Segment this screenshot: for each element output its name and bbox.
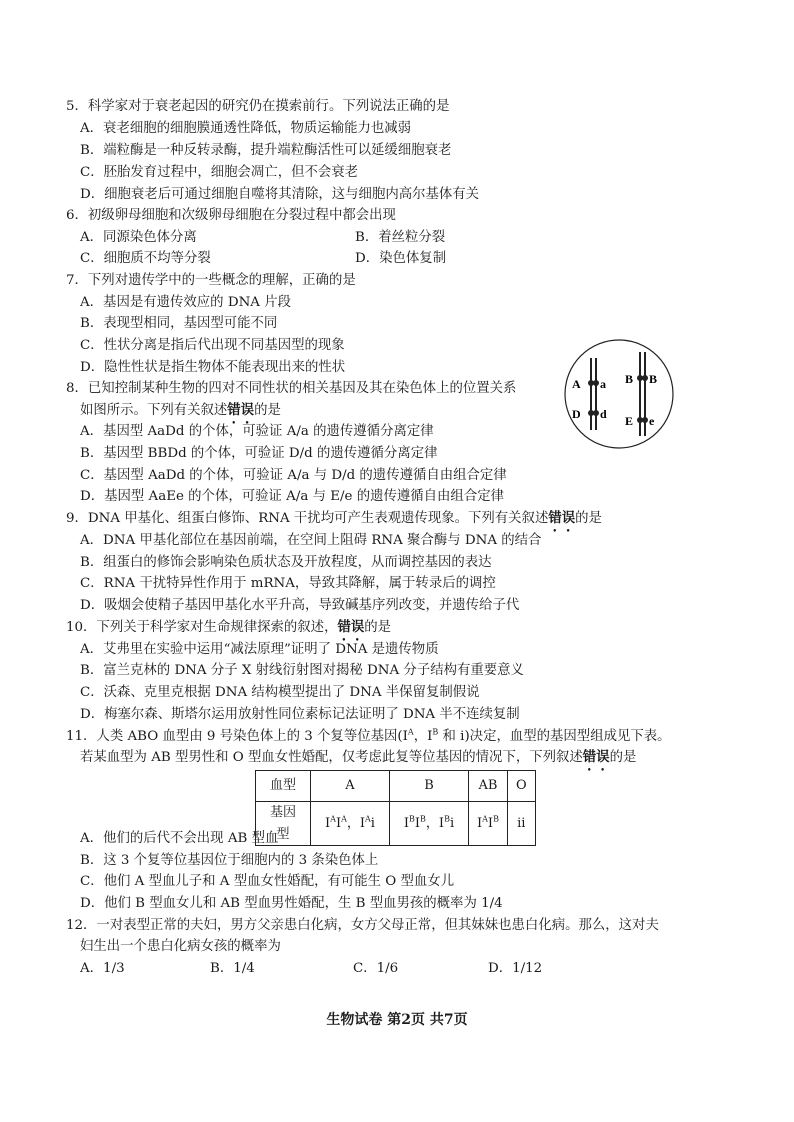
q11-option-c: C．他们 A 型血儿子和 A 型血女性婚配，有可能生 O 型血女儿	[80, 874, 455, 889]
q9-option-b: B．组蛋白的修饰会影响染色质状态及开放程度，从而调控基因的表达	[80, 555, 492, 570]
q12-stem-line2: 妇生出一个患白化病女孩的概率为	[80, 939, 281, 954]
q10-stem: 10．下列关于科学家对生命规律探索的叙述，错误的是	[66, 619, 392, 635]
q7-stem: 7．下列对遗传学中的一些概念的理解，正确的是	[66, 273, 356, 288]
table-header-cell: B	[390, 771, 469, 802]
diagram-label-D: D	[572, 407, 581, 421]
table-header-row	[256, 771, 536, 802]
q7-option-d: D．隐性性状是指生物体不能表现出来的性状	[80, 360, 346, 375]
q12-stem-line1: 12．一对表型正常的夫妇，男方父亲患白化病，女方父母正常，但其妹妹也患白化病。那么，这对夫	[66, 918, 659, 933]
q10-option-c: C．沃森、克里克根据 DNA 结构模型提出了 DNA 半保留复制假说	[80, 685, 480, 700]
q5-option-d: D．细胞衰老后可通过细胞自噬将其清除，这与细胞内高尔基体有关	[80, 187, 480, 202]
q12-option-c: C．1/6	[353, 961, 399, 976]
diagram-label-d: d	[600, 407, 607, 421]
q6-stem: 6．初级卵母细胞和次级卵母细胞在分裂过程中都会出现	[66, 208, 396, 223]
table-header-cell: A	[311, 771, 390, 802]
q9-stem: 9．DNA 甲基化、组蛋白修饰、RNA 干扰均可产生表观遗传现象。下列有关叙述错误的是	[66, 510, 602, 526]
q8-option-b: B．基因型 BBDd 的个体，可验证 D/d 的遗传遵循分离定律	[80, 446, 438, 461]
table-cell-genotype-a: $I^AI^A$，$I^Ai$	[311, 802, 390, 846]
table-cell-genotype-o: ii	[507, 802, 535, 846]
q8-stem-line2: 如图所示。下列有关叙述错误的是	[80, 402, 281, 418]
q6-option-c: C．细胞质不均等分裂	[80, 251, 211, 266]
q9-option-c: C．RNA 干扰特异性作用于 mRNA，导致其降解，属于转录后的调控	[80, 576, 496, 591]
table-header-cell: 血型	[256, 771, 311, 802]
chromosome-diagram	[563, 338, 675, 450]
q7-option-a: A．基因是有遗传效应的 DNA 片段	[80, 295, 291, 310]
q12-option-a: A．1/3	[80, 961, 125, 976]
q8-option-d: D．基因型 AaEe 的个体，可验证 A/a 与 E/e 的遗传遵循自由组合定律	[80, 489, 504, 504]
q8-stem-line1: 8．已知控制某种生物的四对不同性状的相关基因及其在染色体上的位置关系	[66, 381, 517, 396]
q6-option-b: B．着丝粒分裂	[355, 230, 446, 245]
q9-option-a: A．DNA 甲基化部位在基因前端，在空间上阻碍 RNA 聚合酶与 DNA 的结合	[80, 533, 542, 548]
diagram-label-A: A	[572, 377, 581, 391]
q12-option-b: B．1/4	[210, 961, 255, 976]
q11-stem-line2: 若某血型为 AB 型男性和 O 型血女性婚配，仅考虑此复等位基因的情况下，下列叙述错误的是	[80, 749, 637, 765]
q12-option-d: D．1/12	[488, 961, 543, 976]
q7-option-b: B．表现型相同，基因型可能不同	[80, 316, 278, 331]
page-footer: 生物试卷 第2页 共7页	[326, 1012, 468, 1028]
q9-option-d: D．吸烟会使精子基因甲基化水平升高，导致碱基序列改变，并遗传给子代	[80, 598, 520, 613]
q10-option-d: D．梅塞尔森、斯塔尔运用放射性同位素标记法证明了 DNA 半不连续复制	[80, 707, 520, 722]
table-header-cell: AB	[469, 771, 508, 802]
q6-option-d: D．染色体复制	[355, 251, 447, 266]
q8-option-a: A．基因型 AaDd 的个体，可验证 A/a 的遗传遵循分离定律	[80, 424, 434, 439]
q11-option-d: D．他们 B 型血女儿和 AB 型血男性婚配，生 B 型血男孩的概率为 1/4	[80, 896, 503, 911]
q10-option-b: B．富兰克林的 DNA 分子 X 射线衍射图对揭秘 DNA 分子结构有重要意义	[80, 663, 524, 678]
q5-option-c: C．胚胎发育过程中，细胞会凋亡，但不会衰老	[80, 165, 359, 180]
q5-stem: 5．科学家对于衰老起因的研究仍在摸索前行。下列说法正确的是	[66, 99, 450, 114]
diagram-label-e: e	[649, 414, 655, 428]
q7-option-c: C．性状分离是指后代出现不同基因型的现象	[80, 338, 345, 353]
diagram-label-B2: B	[649, 372, 658, 386]
blood-type-table	[255, 770, 536, 846]
q5-option-a: A．衰老细胞的细胞膜通透性降低，物质运输能力也减弱	[80, 121, 412, 136]
q8-option-c: C．基因型 AaDd 的个体，可验证 A/a 与 D/d 的遗传遵循自由组合定律	[80, 468, 507, 483]
q10-option-a: A．艾弗里在实验中运用“减法原理”证明了 DNA 是遗传物质	[80, 642, 439, 657]
table-cell-genotype-b: $I^BI^B$，$I^Bi$	[390, 802, 469, 846]
q11-option-a: A．他们的后代不会出现 AB 型血	[80, 831, 279, 846]
q6-option-a: A．同源染色体分离	[80, 230, 197, 245]
diagram-label-E: E	[625, 414, 634, 428]
diagram-label-B1: B	[625, 372, 634, 386]
q11-stem-line1: 11．人类 ABO 血型由 9 号染色体上的 3 个复等位基因($I^A$，$I^B$ 和 i)决定，血型的基因型组成见下表。	[66, 727, 671, 744]
diagram-label-a: a	[600, 377, 606, 391]
table-cell-genotype-ab: $I^AI^B$	[469, 802, 508, 846]
q11-option-b: B．这 3 个复等位基因位于细胞内的 3 条染色体上	[80, 853, 379, 868]
table-row-label: 基因型	[256, 802, 311, 846]
table-row	[256, 802, 536, 846]
q5-option-b: B．端粒酶是一种反转录酶，提升端粒酶活性可以延缓细胞衰老	[80, 143, 452, 158]
table-header-cell: O	[507, 771, 535, 802]
